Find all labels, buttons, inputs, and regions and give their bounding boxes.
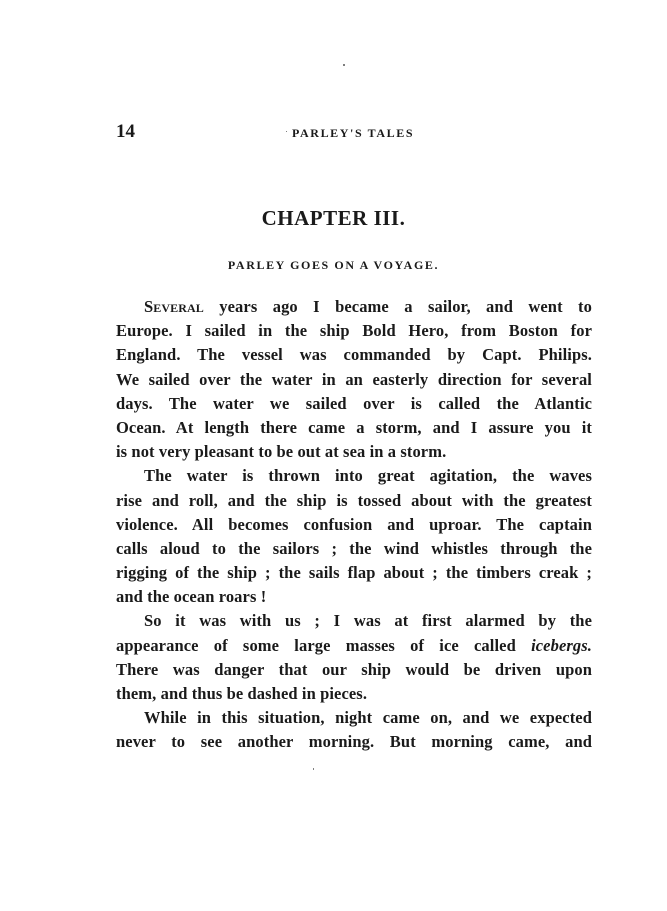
text-line: calls aloud to the sailors ; the wind whistles through the [116,538,592,558]
drop-word: Several [144,297,204,316]
print-speck [313,768,314,770]
text-line: So it was with us ; I was at first alarmed by the [144,611,592,631]
running-title: PARLEY'S TALES [292,126,415,140]
text-line: The water is thrown into great agitation, the waves [144,466,592,486]
text-line: While in this situation, night came on, and we expected [144,708,592,728]
text-line: Ocean. At length there came a storm, and I assure you it [116,417,592,437]
italic-term: icebergs. [531,635,592,655]
text-line: rigging of the ship ; the sails flap about ; the timbers creak ; [116,563,592,583]
text-line: is not very pleasant to be out at sea in a storm. [116,442,447,462]
text-line: days. The water we sailed over is called the Atlantic [116,393,592,413]
text-line: rise and roll, and the ship is tossed about with the greatest [116,490,592,510]
print-speck [343,64,345,66]
text-line: violence. All becomes confusion and uproar. The captain [116,514,592,534]
chapter-subtitle: PARLEY GOES ON A VOYAGE. [227,258,440,272]
text-line: them, and thus be dashed in pieces. [116,684,368,703]
text-line: Europe. I sailed in the ship Bold Hero, from Boston for [116,321,592,341]
text-line: We sailed over the water in an easterly direction for several [116,369,592,389]
text-line: and the ocean roars ! [116,587,267,607]
text-line: Several years ago I became a sailor, and went to [144,297,592,316]
text-line: There was danger that our ship would be driven upon [116,659,592,679]
text-line: appearance of some large masses of ice called icebergs. [116,635,592,655]
page-number: 14 [116,121,135,142]
chapter-title: CHAPTER III. [261,206,406,230]
text-line: never to see another morning. But morning came, and [116,732,592,752]
text-line: England. The vessel was commanded by Capt. Philips. [116,345,592,365]
running-head [116,121,592,149]
body-text [116,295,592,755]
